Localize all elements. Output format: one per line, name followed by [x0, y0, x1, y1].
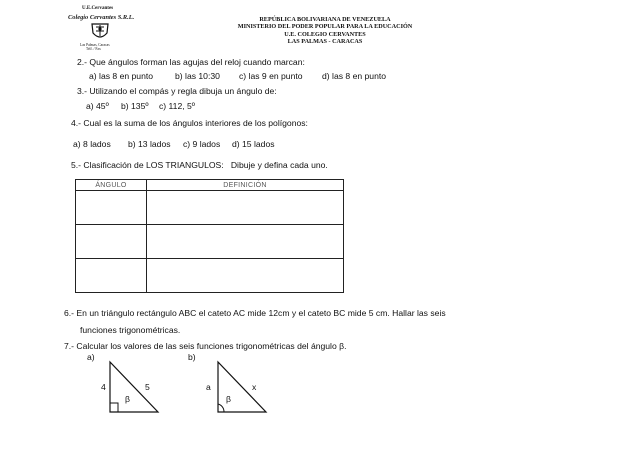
triangle-a-side-hyp: 5: [145, 382, 150, 392]
q2-option-a: a) las 8 en punto: [89, 71, 154, 81]
triangle-a-angle: β: [125, 394, 130, 404]
table-cell[interactable]: [76, 259, 147, 293]
table-cell[interactable]: [147, 225, 344, 259]
q4-option-b: b) 13 lados: [128, 139, 171, 149]
question-5: 5.- Clasificación de LOS TRIANGULOS: Dibuje y defina cada uno.: [71, 160, 328, 170]
triangle-a-figure: [100, 360, 170, 416]
logo-footer-2: Telf. / Fax: [86, 47, 101, 51]
logo-footer-1: Las Palmas, Caracas: [80, 43, 110, 47]
header-line-1: REPÚBLICA BOLIVARIANA DE VENEZUELA: [259, 16, 391, 23]
question-6-line-1: 6.- En un triángulo rectángulo ABC el cateto AC mide 12cm y el cateto BC mide 5 cm. Hallar las seis: [64, 308, 446, 318]
triangle-b-angle: β: [226, 394, 231, 404]
figure-b-label: b): [188, 352, 196, 362]
q4-option-a: a) 8 lados: [73, 139, 111, 149]
q2-option-d: d) las 8 en punto: [322, 71, 387, 81]
triangle-b-figure: [205, 360, 275, 416]
school-logo: [66, 6, 136, 52]
q3-option-a: a) 45º: [86, 101, 109, 111]
q2-option-c: c) las 9 en punto: [239, 71, 303, 81]
header-line-3: U.E. COLEGIO CERVANTES: [284, 30, 366, 38]
q4-option-d: d) 15 lados: [232, 139, 275, 149]
logo-top-text: U.E.Cervantes: [82, 6, 114, 11]
table-header-angle: ÁNGULO: [76, 180, 147, 191]
header-line-4: LAS PALMAS - CARACAS: [287, 37, 363, 45]
triangle-b-side-left: a: [206, 382, 211, 392]
question-7: 7.- Calcular los valores de las seis funciones trigonométricas del ángulo β.: [64, 341, 347, 351]
q3-option-c: c) 112, 5º: [159, 101, 195, 111]
header-line-2: MINISTERIO DEL PODER POPULAR PARA LA EDUCACIÓN: [237, 23, 413, 31]
question-4: 4.- Cual es la suma de los ángulos interiores de los polígonos:: [71, 118, 308, 128]
angle-arc: [218, 404, 224, 412]
table-cell[interactable]: [76, 225, 147, 259]
table-cell[interactable]: [147, 191, 344, 225]
right-angle-marker: [110, 403, 118, 412]
q3-option-b: b) 135º: [121, 101, 149, 111]
q2-option-b: b) las 10:30: [175, 71, 220, 81]
table-cell[interactable]: [76, 191, 147, 225]
crest-icon: [88, 22, 112, 42]
document-header: [235, 16, 415, 45]
q4-option-c: c) 9 lados: [183, 139, 221, 149]
question-3: 3.- Utilizando el compás y regla dibuja un ángulo de:: [77, 86, 277, 96]
triangle-a-shape: [110, 362, 158, 412]
logo-name: Colegio Cervantes S.R.L.: [68, 14, 135, 21]
table-cell[interactable]: [147, 259, 344, 293]
question-2: 2.- Que ángulos forman las agujas del reloj cuando marcan:: [77, 57, 305, 67]
figure-a-label: a): [87, 352, 95, 362]
triangle-b-shape: [218, 362, 266, 412]
triangle-a-side-left: 4: [101, 382, 106, 392]
triangle-b-side-hyp: x: [252, 382, 257, 392]
triangles-table: [75, 179, 344, 293]
question-6-line-2: funciones trigonométricas.: [80, 325, 181, 335]
table-header-definition: DEFINICIÓN: [147, 180, 344, 191]
